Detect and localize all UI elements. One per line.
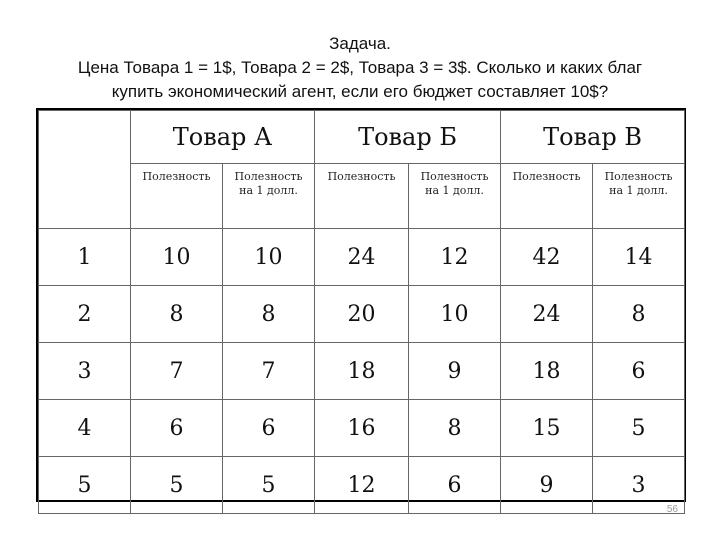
cell-c-per-dollar: 14 (593, 229, 685, 286)
cell-c-utility: 42 (501, 229, 593, 286)
cell-c-utility: 15 (501, 400, 593, 457)
cell-b-utility: 12 (315, 457, 409, 514)
header-good-c: Товар В (501, 111, 685, 164)
heading-line-2: Цена Товара 1 = 1$, Товара 2 = 2$, Товара 3 = 3$. Сколько и каких благ (77, 58, 643, 77)
subheader-utility-a: Полезность (131, 164, 223, 229)
cell-b-per-dollar: 8 (409, 400, 501, 457)
cell-a-utility: 8 (131, 286, 223, 343)
header-good-a: Товар А (131, 111, 315, 164)
cell-c-per-dollar: 6 (593, 343, 685, 400)
heading-line-3: купить экономический агент, если его бюджет составляет 10$? (111, 82, 609, 101)
cell-b-utility: 18 (315, 343, 409, 400)
cell-b-per-dollar: 12 (409, 229, 501, 286)
cell-c-per-dollar: 5 (593, 400, 685, 457)
cell-c-utility: 24 (501, 286, 593, 343)
task-heading (0, 32, 720, 104)
cell-a-per-dollar: 7 (223, 343, 315, 400)
cell-a-utility: 7 (131, 343, 223, 400)
row-number: 2 (39, 286, 131, 343)
cell-b-utility: 24 (315, 229, 409, 286)
subheader-utility-c: Полезность (501, 164, 593, 229)
cell-c-per-dollar: 8 (593, 286, 685, 343)
table-row (39, 229, 685, 286)
cell-a-per-dollar: 5 (223, 457, 315, 514)
utility-table (36, 108, 686, 502)
cell-a-utility: 5 (131, 457, 223, 514)
table-row (39, 400, 685, 457)
subheader-per-dollar-c: Полезность на 1 долл. (593, 164, 685, 229)
cell-b-utility: 16 (315, 400, 409, 457)
cell-b-per-dollar: 10 (409, 286, 501, 343)
cell-c-utility: 18 (501, 343, 593, 400)
row-number: 3 (39, 343, 131, 400)
table-corner (39, 111, 131, 229)
heading-line-1: Задача. (329, 34, 391, 53)
cell-a-per-dollar: 8 (223, 286, 315, 343)
table-row (39, 343, 685, 400)
cell-a-utility: 6 (131, 400, 223, 457)
cell-c-per-dollar: 3 (593, 457, 685, 514)
row-number: 1 (39, 229, 131, 286)
table-row (39, 286, 685, 343)
cell-b-per-dollar: 9 (409, 343, 501, 400)
page-number: 56 (666, 504, 678, 515)
cell-b-utility: 20 (315, 286, 409, 343)
header-good-b: Товар Б (315, 111, 501, 164)
cell-a-per-dollar: 10 (223, 229, 315, 286)
cell-c-utility: 9 (501, 457, 593, 514)
row-number: 5 (39, 457, 131, 514)
subheader-per-dollar-a: Полезность на 1 долл. (223, 164, 315, 229)
subheader-per-dollar-b: Полезность на 1 долл. (409, 164, 501, 229)
cell-a-utility: 10 (131, 229, 223, 286)
cell-a-per-dollar: 6 (223, 400, 315, 457)
cell-b-per-dollar: 6 (409, 457, 501, 514)
table-row (39, 457, 685, 514)
subheader-utility-b: Полезность (315, 164, 409, 229)
row-number: 4 (39, 400, 131, 457)
